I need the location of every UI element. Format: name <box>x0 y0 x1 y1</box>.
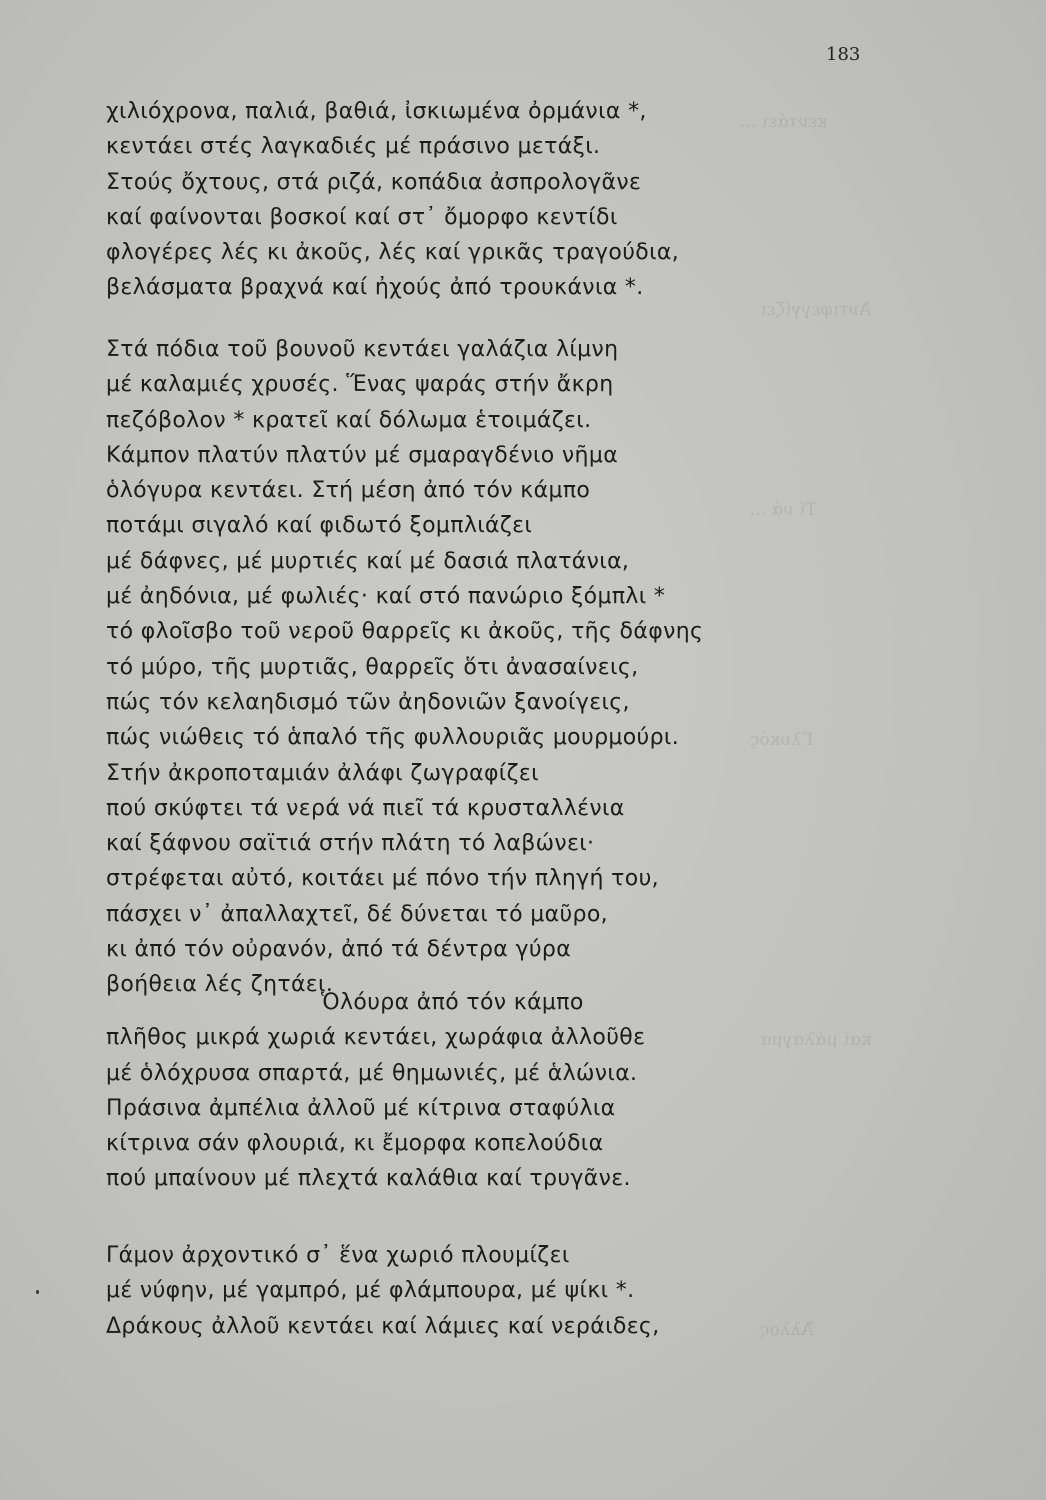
verse-line: μέ ὁλόχρυσα σπαρτά, μέ θημωνιές, μέ ἁλώνια. <box>106 1060 638 1086</box>
bleed-through-shadow: Ἄλλος <box>760 1320 814 1340</box>
verse-line: κίτρινα σάν φλουριά, κι ἔμορφα κοπελούδια <box>106 1131 604 1157</box>
verse-line: μέ ἀηδόνια, μέ φωλιές· καί στό πανώριο ξόμπλι * <box>106 584 666 610</box>
bleed-through-shadow: καί μάλαγμα <box>760 1030 872 1050</box>
stanza-3 <box>106 985 866 1197</box>
verse-line: Στήν ἀκροποταμιάν ἀλάφι ζωγραφίζει <box>106 760 539 786</box>
paper-speck <box>36 1290 39 1294</box>
verse-line: κι ἀπό τόν οὐρανόν, ἀπό τά δέντρα γύρα <box>106 937 572 963</box>
bleed-through-shadow: Ἀντιφεγγίζει <box>760 300 872 320</box>
bleed-through-shadow: κεντάει ... <box>740 112 828 132</box>
verse-line: κεντάει στές λαγκαδιές μέ πράσινο μετάξι. <box>106 134 601 160</box>
verse-line: πάσχει ν᾽ ἀπαλλαχτεῖ, δέ δύνεται τό μαῦρο, <box>106 901 609 927</box>
verse-line: χιλιόχρονα, παλιά, βαθιά, ἰσκιωμένα ὀρμάνια *, <box>106 99 647 124</box>
verse-line: φλογέρες λές κι ἀκοῦς, λές καί γρικᾶς τραγούδια, <box>106 240 680 266</box>
verse-line: πεζόβολον * κρατεῖ καί δόλωμα ἑτοιμάζει. <box>106 407 592 433</box>
verse-line: μέ καλαμιές χρυσές. Ἕνας ψαράς στήν ἄκρη <box>106 372 614 398</box>
verse-line: στρέφεται αὐτό, κοιτάει μέ πόνο τήν πληγή του, <box>106 866 659 892</box>
verse-line: Γάμον ἀρχοντικό σ᾽ ἕνα χωριό πλουμίζει <box>106 1243 570 1268</box>
verse-line: Δράκους ἀλλοῦ κεντάει καί λάμιες καί νεράιδες, <box>106 1313 660 1339</box>
stanza-2 <box>106 332 866 1003</box>
verse-line: Κάμπον πλατύν πλατύν μέ σμαραγδένιο νῆμα <box>106 442 619 468</box>
verse-line: τό φλοῖσβο τοῦ νεροῦ θαρρεῖς κι ἀκοῦς, τῆς δάφνης <box>106 619 704 645</box>
verse-line: πλῆθος μικρά χωριά κεντάει, χωράφια ἀλλοῦθε <box>106 1025 646 1051</box>
verse-line: Ὁλόυρα ἀπό τόν κάμπο <box>321 990 584 1015</box>
verse-line: πού μπαίνουν μέ πλεχτά καλάθια καί τρυγᾶνε. <box>106 1166 631 1192</box>
bleed-through-shadow: Γλυκός <box>750 730 814 750</box>
verse-line: πώς τόν κελαηδισμό τῶν ἀηδονιῶν ξανοίγεις, <box>106 689 630 715</box>
stanza-4 <box>106 1238 866 1344</box>
verse-line: ποτάμι σιγαλό καί φιδωτό ξομπλιάζει <box>106 513 533 539</box>
bleed-through-shadow: Τί νά ... <box>750 500 817 520</box>
verse-line: καί ξάφνου σαϊτιά στήν πλάτη τό λαβώνει· <box>106 831 595 857</box>
verse-line: Στά πόδια τοῦ βουνοῦ κεντάει γαλάζια λίμνη <box>106 337 619 362</box>
verse-line: μέ νύφην, μέ γαμπρό, μέ φλάμπουρα, μέ ψίκι *. <box>106 1278 635 1304</box>
verse-line: πώς νιώθεις τό ἁπαλό τῆς φυλλουριᾶς μουρμούρι. <box>106 725 680 751</box>
verse-line: Στούς ὄχτους, στά ριζά, κοπάδια ἀσπρολογᾶνε <box>106 169 642 195</box>
verse-line: τό μύρο, τῆς μυρτιᾶς, θαρρεῖς ὅτι ἀνασαίνεις, <box>106 654 639 680</box>
verse-line: ὁλόγυρα κεντάει. Στή μέση ἀπό τόν κάμπο <box>106 478 591 504</box>
verse-line: πού σκύφτει τά νερά νά πιεῖ τά κρυσταλλένια <box>106 795 625 821</box>
verse-line: μέ δάφνες, μέ μυρτιές καί μέ δασιά πλατάνια, <box>106 548 630 574</box>
verse-line: καί φαίνονται βοσκοί καί στ᾽ ὄμορφο κεντίδι <box>106 204 618 230</box>
verse-line: Πράσινα ἀμπέλια ἀλλοῦ μέ κίτρινα σταφύλια <box>106 1095 616 1121</box>
verse-line: βοήθεια λές ζητάει. <box>106 972 334 998</box>
stanza-1 <box>106 94 866 306</box>
verse-line: βελάσματα βραχνά καί ἠχούς ἀπό τρουκάνια *. <box>106 275 644 301</box>
page-number: 183 <box>826 44 861 65</box>
